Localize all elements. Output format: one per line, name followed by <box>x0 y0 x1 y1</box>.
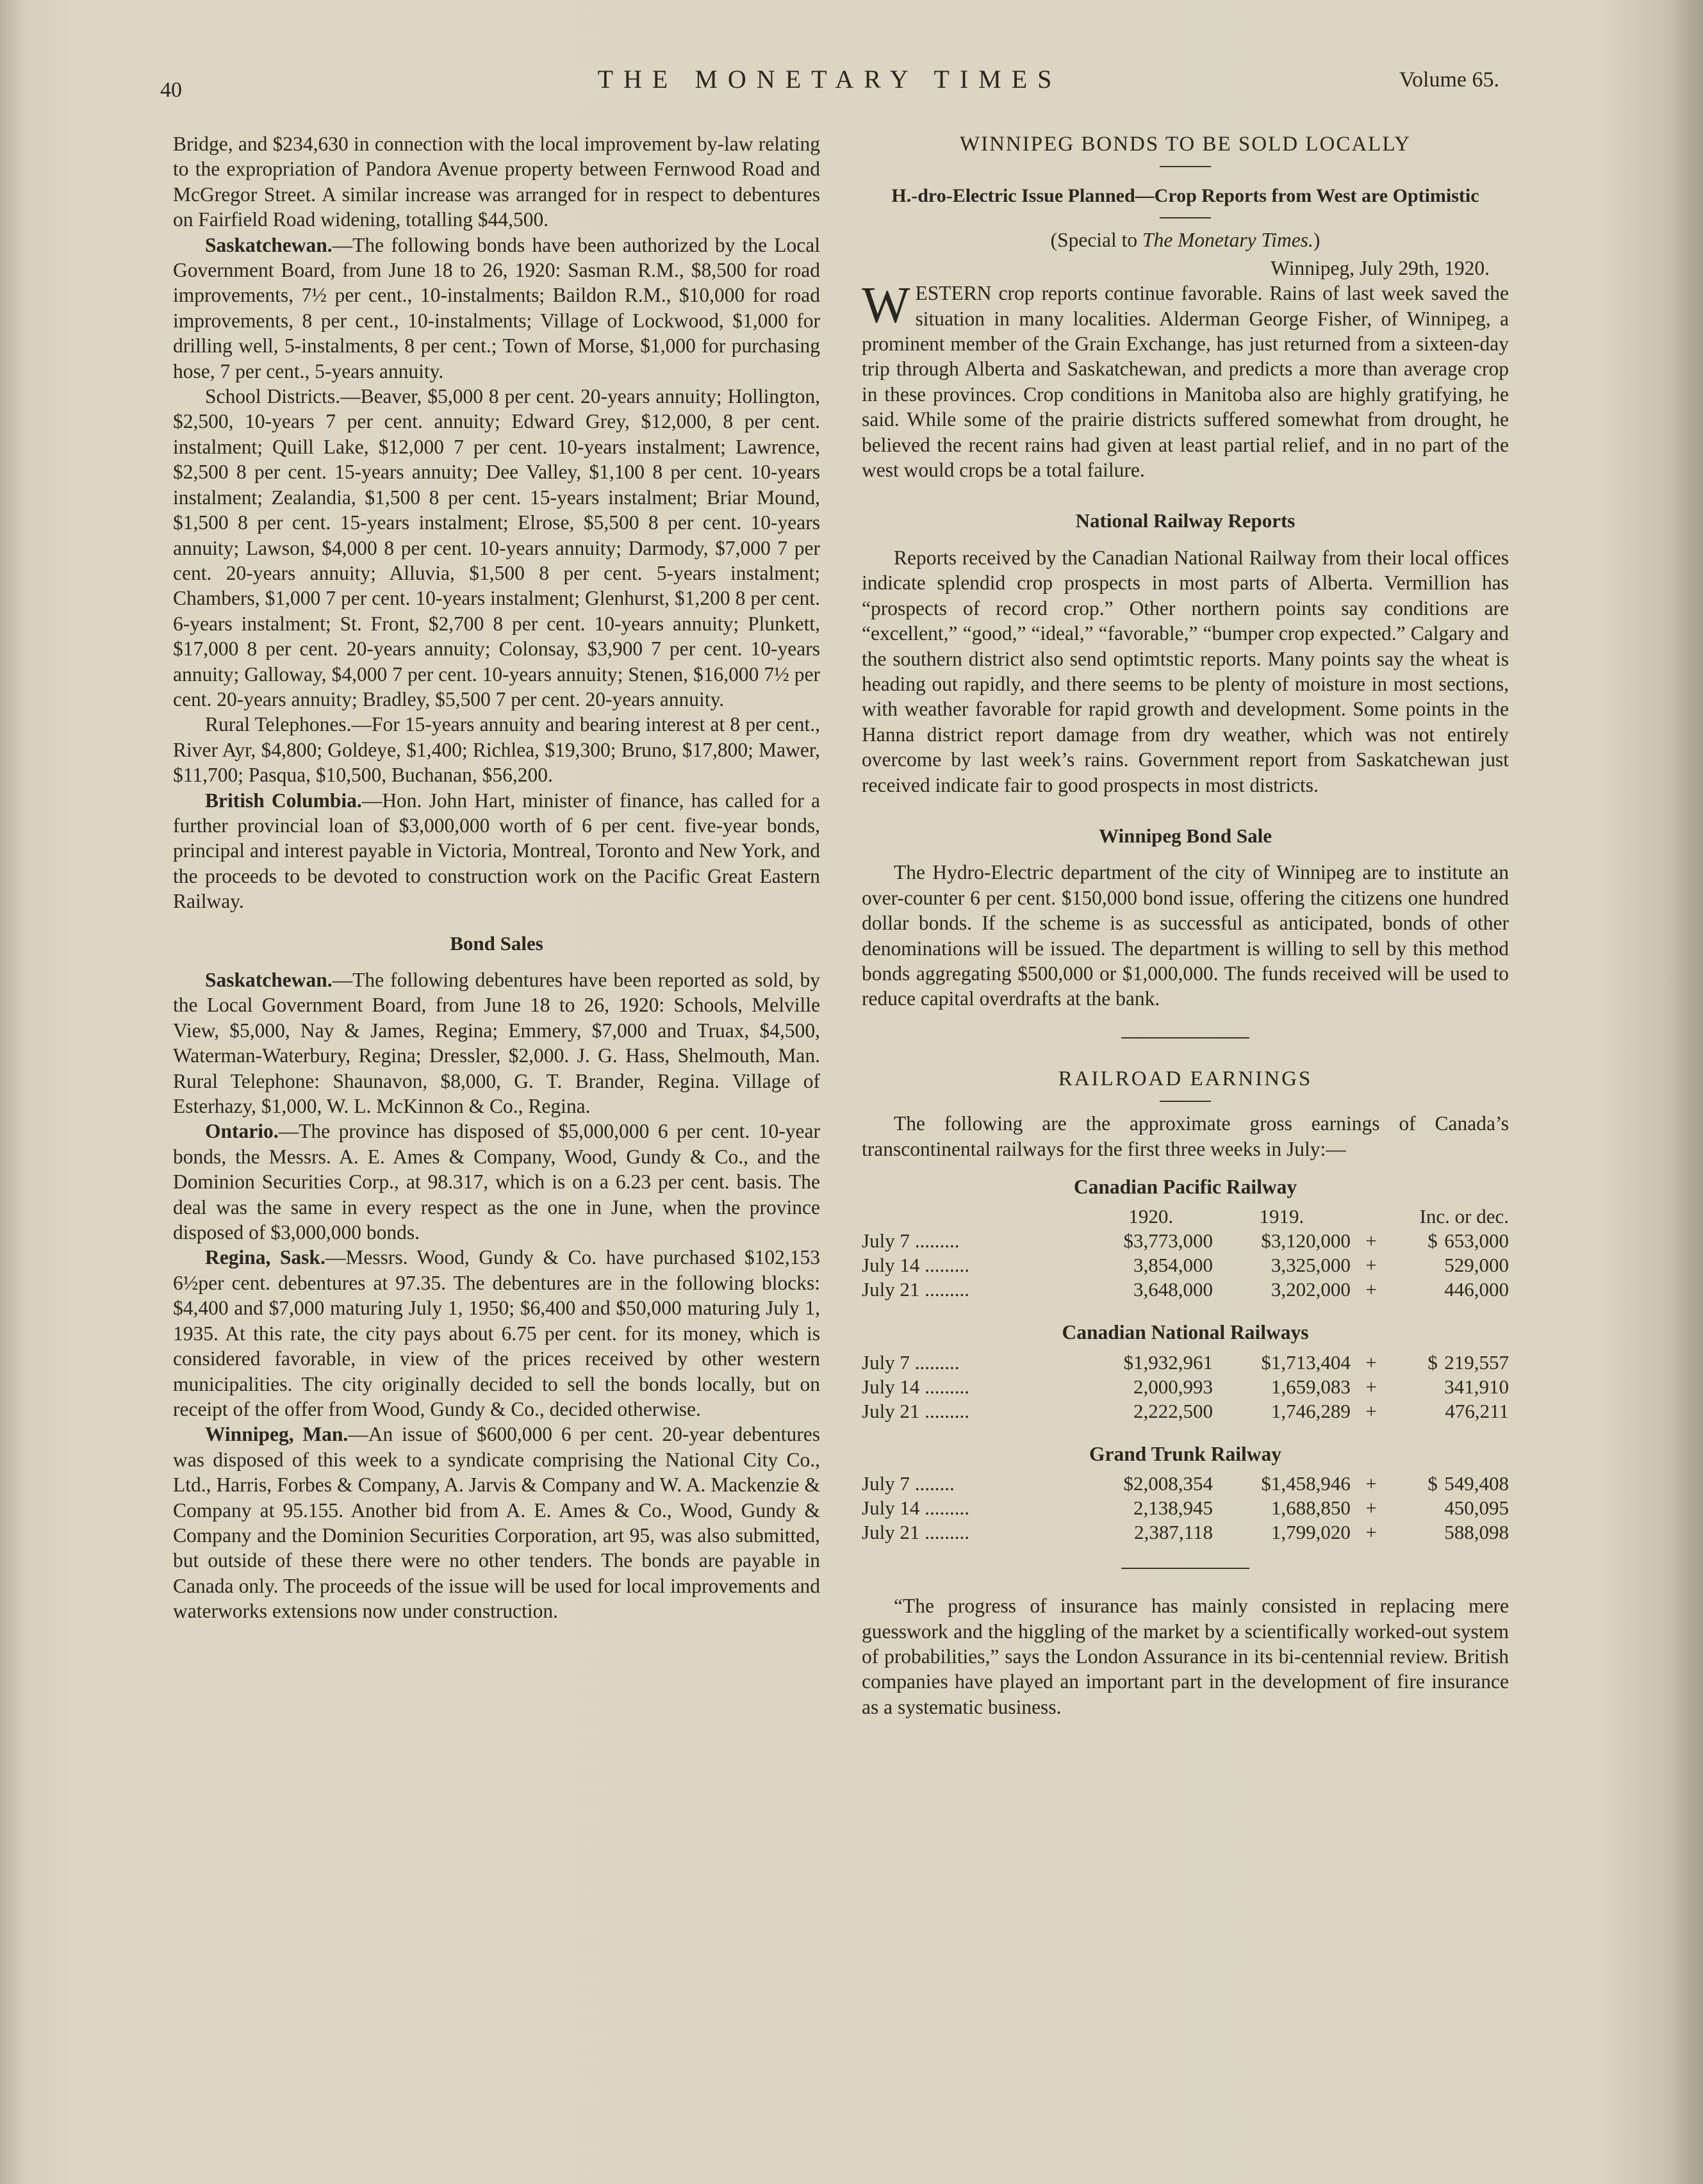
paragraph: The Hydro-Electric department of the city of Winnipeg are to institute an over-counter 6 per cent. $150,000 bond issue, offering the citizens one hundred dollar bonds. If the scheme is as successful as anticipated, bonds of other denominations will be issued. The department is willing to sell by this method bonds aggregating $500,000 or $1,000,000. The funds received will be used to reduce capital overdrafts at the bank. <box>862 861 1509 1010</box>
run-in-heading: British Columbia. <box>205 789 362 812</box>
value-1919: 1,799,020 <box>1271 1521 1351 1544</box>
change-cell <box>1392 1351 1509 1375</box>
value-1920: $1,932,961 <box>1123 1351 1213 1374</box>
week-label: July 21 <box>862 1521 920 1544</box>
change-sign: + <box>1365 1278 1377 1301</box>
leader-dots: ......... <box>914 1351 960 1374</box>
change-sign: + <box>1365 1229 1377 1252</box>
table-row <box>862 1496 1509 1520</box>
run-in-heading: Saskatchewan. <box>205 969 333 991</box>
value-1919: 1,746,289 <box>1271 1399 1351 1422</box>
week-cell <box>862 1520 1089 1545</box>
currency-sign: $ <box>1427 1229 1438 1252</box>
change-sign: + <box>1365 1521 1377 1544</box>
paragraph-body: —Hon. John Hart, minister of finance, has called for a further provincial loan of $3,000,000 worth of 6 per cent. five-year bonds, principal and interest payable in Victoria, Montreal, Toronto and New York, and the proceeds to be devoted to construction work on the Pacific Great Eastern Railway. <box>173 789 820 913</box>
paragraph-body: —An issue of $600,000 6 per cent. 20-year debentures was disposed of this week to a syndicate comprising the National City Co., Ltd., Harris, Forbes & Company, A. Jarvis & Company and W. A. Mackenzie & Company at 95.155. Another bid from A. E. Ames & Co., Wood, Gundy & Company and the Dominion Securities Corporation, art 95, was also submitted, but outside of these there were no other tenders. The bonds are payable in Canada only. The proceeds of the issue will be used for local improvements and waterworks extensions now under construction. <box>173 1423 820 1623</box>
right-column <box>862 128 1509 1720</box>
leader-dots: ......... <box>925 1375 969 1398</box>
leader-dots: ......... <box>925 1278 969 1301</box>
run-in-heading: Winnipeg, Man. <box>205 1423 349 1446</box>
lead-paragraph <box>862 277 1509 482</box>
week-label: July 7 <box>862 1472 910 1495</box>
value-1919: $3,120,000 <box>1261 1229 1351 1252</box>
divider <box>1121 1037 1249 1039</box>
earnings-table-cpr <box>862 1204 1509 1302</box>
left-column <box>173 131 820 1624</box>
paragraph: Bridge, and $234,630 in connection with the local improvement by-law relating to the expropriation of Pandora Avenue property between Fernwood Road and McGregor Street. A similar increase was arranged for in respect to debentures on Fairfield Road widening, totalling $44,500. <box>173 133 820 231</box>
value-1920: 2,387,118 <box>1134 1521 1213 1544</box>
header-inc: Inc. or dec. <box>1419 1205 1509 1228</box>
paragraph-body: —Messrs. Wood, Gundy & Co. have purchased $102,153 6½per cent. debentures at 97.35. The debentures are in the following blocks: $4,400 and $7,000 maturing July 1, 1950; $6,400 and $50,000 maturing July 1, 1935. At this rate, the city pays about 6.75 per cent. for its money, which is considered favorable, in view of the prices received by other western municipalities. The city originally decided to sell the bonds locally, but on receipt of the offer from Wood, Gundy & Co., decided otherwise. <box>173 1246 821 1420</box>
change-cell <box>1392 1229 1509 1253</box>
paragraph-body: —The province has disposed of $5,000,000 6 per cent. 10-year bonds, the Messrs. A. E. Ames & Company, Wood, Gundy & Co., and the Dominion Securities Corp., at 98.317, which is on a 6.23 per cent. basis. The deal was the same in every respect as the one in June, when the province disposed of $3,000,000 bonds. <box>173 1120 820 1244</box>
section-title: RAILROAD EARNINGS <box>1058 1067 1313 1090</box>
run-in-heading: Saskatchewan. <box>205 233 333 256</box>
change-cell <box>1392 1496 1509 1520</box>
credit-suffix: ) <box>1313 229 1320 252</box>
value-1919: 3,325,000 <box>1271 1254 1351 1277</box>
railway-name: Canadian National Railways <box>1062 1321 1309 1344</box>
drop-cap: W <box>862 277 910 334</box>
value-1920: 2,138,945 <box>1133 1497 1213 1520</box>
header-week <box>862 1204 1089 1229</box>
change-sign: + <box>1365 1254 1377 1277</box>
leader-dots: ......... <box>925 1521 969 1544</box>
railway-name: Grand Trunk Railway <box>1089 1442 1281 1465</box>
paragraph: Rural Telephones.—For 15-years annuity and bearing interest at 8 per cent., River Ayr, $4,800; Goldeye, $1,400; Richlea, $19,300; Bruno, $17,800; Mawer, $11,700; Pasqua, $10,500, Buchanan, $56,200. <box>173 713 820 787</box>
special-credit <box>862 227 1509 252</box>
paragraph <box>173 233 820 384</box>
week-cell <box>862 1253 1089 1277</box>
change-sign: + <box>1365 1399 1377 1422</box>
week-label: July 14 <box>862 1375 920 1398</box>
change-value: 219,557 <box>1444 1351 1509 1374</box>
value-1920: 3,648,000 <box>1133 1278 1213 1301</box>
paragraph: Reports received by the Canadian National Railway from their local offices indicate splendid crop prospects in most parts of Alberta. Vermillion has “prospects of record crop.” Other northern points say conditions are “excellent,” “good,” “ideal,” “favorable,” “bumper crop expected.” Calgary and the southern district also send optimtstic reports. Many points say the wheat is heading out rapidly, and there seems to be plenty of moisture in most sections, with weather favorable for rapid growth and development. Some points in the Hanna district report damage from dry weather, which was not entirely overcome by last week’s rains. Government report from Saskatchewan just received indicate fair to good prospects in most districts. <box>862 546 1509 796</box>
header-1920: 1920. <box>1128 1205 1174 1228</box>
change-sign: + <box>1365 1375 1377 1398</box>
paragraph <box>173 788 820 914</box>
week-cell <box>862 1351 1089 1375</box>
value-1920: 2,222,500 <box>1133 1399 1213 1422</box>
change-value: 588,098 <box>1444 1521 1509 1544</box>
value-1920: $2,008,354 <box>1123 1472 1213 1495</box>
page-header <box>160 64 1499 109</box>
change-value: 450,095 <box>1444 1497 1509 1520</box>
paragraph-body: —The following bonds have been authorized by the Local Government Board, from June 18 to 26, 1920: Sasman R.M., $8,500 for road improvements, 7½ per cent., 10-instalments; Baildon R.M., $10,000 for road improvements, 8 per cent., 10-instalments; Village of Lockwood, $1,000 for drilling well, 5-instalments, 8 per cent.; Town of Morse, $1,000 for purchasing hose, 7 per cent., 5-years annuity. <box>173 233 820 382</box>
change-value: 341,910 <box>1444 1375 1509 1398</box>
table-row <box>862 1229 1509 1253</box>
page-number: 40 <box>160 78 182 102</box>
value-1919: 1,659,083 <box>1271 1375 1351 1398</box>
publication-name: The Monetary Times. <box>1142 229 1313 252</box>
leader-dots: ........ <box>914 1472 955 1495</box>
leader-dots: ......... <box>925 1497 969 1520</box>
paragraph <box>173 1119 820 1245</box>
change-cell <box>1392 1520 1509 1545</box>
week-label: July 21 <box>862 1399 920 1422</box>
change-sign: + <box>1365 1351 1377 1374</box>
table-row <box>862 1253 1509 1277</box>
week-cell <box>862 1375 1089 1399</box>
run-in-heading: Ontario. <box>205 1120 279 1143</box>
table-row <box>862 1351 1509 1375</box>
table-row <box>862 1375 1509 1399</box>
week-label: July 21 <box>862 1278 920 1301</box>
change-value: 529,000 <box>1444 1254 1509 1277</box>
week-label: July 7 <box>862 1351 910 1374</box>
divider <box>1160 1101 1211 1102</box>
week-label: July 14 <box>862 1497 920 1520</box>
section-heading: National Railway Reports <box>1075 509 1296 532</box>
change-value: 476,211 <box>1445 1399 1509 1422</box>
table-row <box>862 1277 1509 1302</box>
divider <box>1121 1568 1249 1569</box>
leader-dots: ......... <box>925 1399 969 1422</box>
change-cell <box>1392 1472 1509 1496</box>
divider <box>1160 166 1211 167</box>
change-value: 446,000 <box>1444 1278 1509 1301</box>
week-cell <box>862 1229 1089 1253</box>
value-1920: 3,854,000 <box>1133 1254 1213 1277</box>
currency-sign: $ <box>1427 1351 1438 1374</box>
earnings-table-cnr <box>862 1351 1509 1424</box>
table-row <box>862 1399 1509 1424</box>
paragraph: School Districts.—Beaver, $5,000 8 per cent. 20-years annuity; Hollington, $2,500, 10-years 7 per cent. annuity; Edward Grey, $12,000, 8 per cent. instalment; Quill Lake, $12,000 7 per cent. 10-years instalment; Lawrence, $2,500 8 per cent. 15-years annuity; Dee Valley, $1,100 8 per cent. 10-years instalment; Zealandia, $1,500 8 per cent. 15-years instalment; Briar Mound, $1,500 8 per cent. 15-years instalment; Elrose, $5,500 8 per cent. 10-years annuity; Lawson, $4,000 8 per cent. 10-years annuity; Darmody, $7,000 7 per cent. 20-years annuity; Alluvia, $1,500 8 per cent. 5-years instalment; Chambers, $1,000 7 per cent. 10-years instalment; Glenhurst, $1,200 8 per cent. 6-years instalment; St. Front, $2,700 8 per cent. 10-years annuity; Plunkett, $17,000 8 per cent. 20-years annuity; Colonsay, $3,900 7 per cent. 10-years annuity; Galloway, $4,000 7 per cent. 10-years annuity; Stenen, $16,000 7½ per cent. 20-years annuity; Bradley, $5,500 7 per cent. 20-years annuity. <box>173 385 820 710</box>
week-cell <box>862 1399 1089 1424</box>
section-heading: Bond Sales <box>450 932 543 955</box>
volume-label: Volume 65. <box>1399 68 1499 92</box>
railway-name: Canadian Pacific Railway <box>1073 1176 1297 1198</box>
paragraph-body: —The following debentures have been reported as sold, by the Local Government Board, from June 18 to 26, 1920: Schools, Melville View, $5,000, Nay & James, Regina; Emmery, $7,000 and Truax, $4,500, Waterman-Waterbury, Regina; Dressler, $2,000. J. G. Hass, Shelmouth, Man. Rural Telephone: Shaunavon, $8,000, G. T. Brander, Regina. Village of Esterhazy, $1,000, W. L. McKinnon & Co., Regina. <box>173 969 820 1118</box>
value-1919: $1,713,404 <box>1261 1351 1351 1374</box>
paragraph <box>173 1245 820 1422</box>
paragraph <box>173 1422 820 1623</box>
week-label: July 7 <box>862 1229 910 1252</box>
change-cell <box>1392 1375 1509 1399</box>
run-in-heading: Regina, Sask. <box>205 1246 325 1269</box>
header-1919: 1919. <box>1259 1205 1304 1228</box>
currency-sign: $ <box>1427 1472 1438 1495</box>
value-1919: $1,458,946 <box>1261 1472 1351 1495</box>
change-cell <box>1392 1253 1509 1277</box>
article-subtitle: H.-dro-Electric Issue Planned—Crop Reports from West are Optimistic <box>891 185 1479 207</box>
change-value: 549,408 <box>1444 1472 1509 1495</box>
paragraph: “The progress of insurance has mainly consisted in replacing mere guesswork and the higgling of the market by a scientifically worked-out system of probabilities,” says the London Assurance in its bi-centennial review. British companies have played an important part in the development of fire insurance as a systematic business. <box>862 1595 1509 1718</box>
paragraph <box>173 967 820 1119</box>
change-cell <box>1392 1277 1509 1302</box>
week-label: July 14 <box>862 1254 920 1277</box>
table-header-row <box>862 1204 1509 1229</box>
divider <box>1160 217 1211 218</box>
table-row <box>862 1472 1509 1496</box>
masthead: THE MONETARY TIMES <box>597 65 1062 94</box>
paragraph-body: ESTERN crop reports continue favorable. Rains of last week saved the situation in many localities. Alderman George Fisher, of Winnipeg, a prominent member of the Grain Exchange, has just returned from a sixteen-day trip through Alberta and Saskatchewan, and predicts a more than average crop in these provinces. Crop conditions in Manitoba also are highly gratifying, he said. While some of the prairie districts suffered somewhat from drought, he believed the recent rains had given at least partial relief, and in no part of the west would crops be a total failure. <box>862 282 1509 482</box>
section-heading: Winnipeg Bond Sale <box>1099 824 1272 847</box>
credit-prefix: (Special to <box>1050 229 1143 252</box>
change-value: 653,000 <box>1444 1229 1509 1252</box>
leader-dots: ......... <box>925 1254 969 1277</box>
week-cell <box>862 1496 1089 1520</box>
week-cell <box>862 1472 1089 1496</box>
paragraph: The following are the approximate gross earnings of Canada’s transcontinental railways for the first three weeks in July:— <box>862 1112 1509 1160</box>
change-sign: + <box>1365 1497 1377 1520</box>
value-1920: $3,773,000 <box>1123 1229 1213 1252</box>
earnings-table-gtr <box>862 1472 1509 1545</box>
change-sign: + <box>1365 1472 1377 1495</box>
change-cell <box>1392 1399 1509 1424</box>
value-1920: 2,000,993 <box>1133 1375 1213 1398</box>
leader-dots: ......... <box>914 1229 960 1252</box>
value-1919: 3,202,000 <box>1271 1278 1351 1301</box>
week-cell <box>862 1277 1089 1302</box>
table-row <box>862 1520 1509 1545</box>
value-1919: 1,688,850 <box>1271 1497 1351 1520</box>
dateline: Winnipeg, July 29th, 1920. <box>1271 256 1490 279</box>
article-title: WINNIPEG BONDS TO BE SOLD LOCALLY <box>959 133 1411 156</box>
